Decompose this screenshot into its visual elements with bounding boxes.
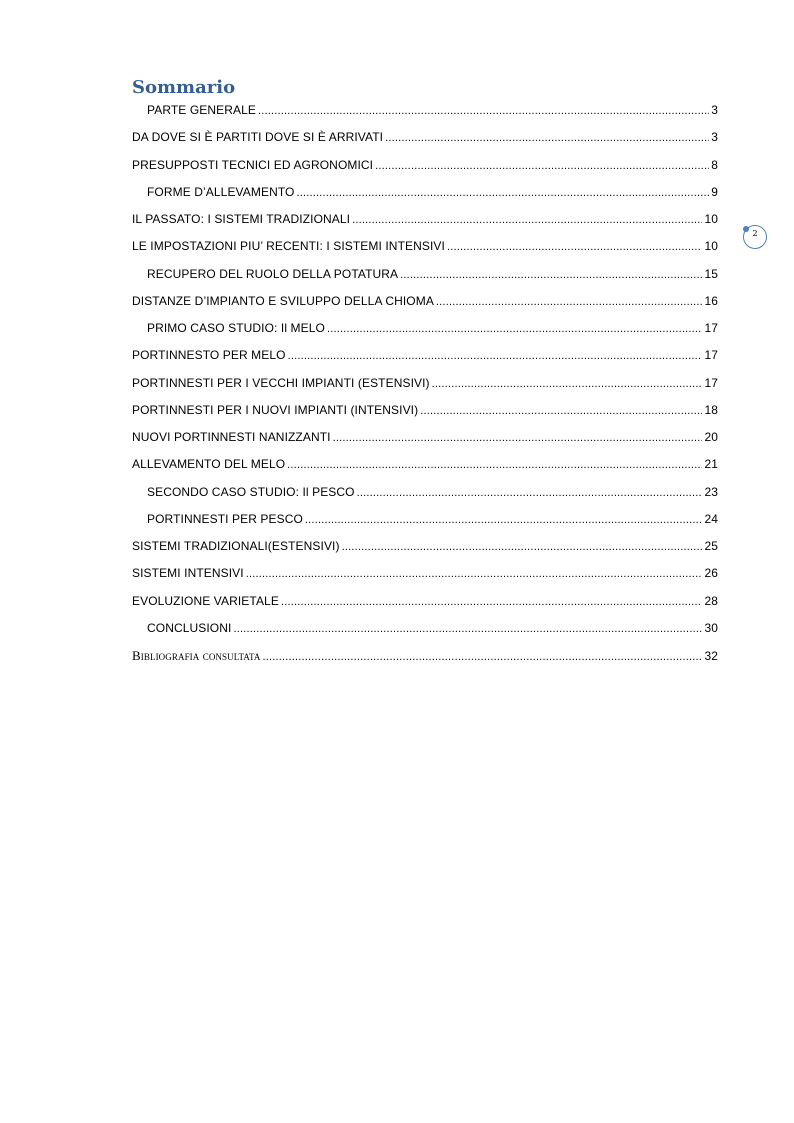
toc-entry-label: PRESUPPOSTI TECNICI ED AGRONOMICI [132,157,374,172]
page-number-badge [743,225,767,249]
toc-entry-page: 24 [704,511,718,526]
toc-entry-label: LE IMPOSTAZIONI PIU’ RECENTI: I SISTEMI INTENSIVI [132,239,445,254]
toc-dot-leader [262,644,702,669]
toc-entry-page: 9 [711,184,718,199]
toc-entry-label: IL PASSATO: I SISTEMI TRADIZIONALI [132,212,351,226]
toc-dot-leader [385,125,709,151]
toc-dot-leader [400,262,702,288]
toc-entry-label: PORTINNESTI PER PESCO [147,511,303,526]
toc-entry-label: EVOLUZIONE VARIETALE [132,593,279,608]
toc-entry-distanze[interactable] [132,288,718,315]
toc-entry-label: CONCLUSIONI [147,620,232,635]
toc-dot-leader [327,316,702,342]
toc-entry-page: 18 [704,402,718,417]
page-number: 2 [752,229,758,238]
toc-title: Sommario [132,77,236,98]
toc-entry-label: DA DOVE SI È PARTITI DOVE SI È ARRIVATI [132,130,384,145]
toc-entry-evoluzione-varietale[interactable] [132,588,718,615]
toc-entry-page: 21 [704,457,718,472]
toc-dot-leader [375,153,709,179]
toc-entry-nuovi-impianti[interactable] [132,397,718,424]
toc-entry-page: 23 [704,484,718,499]
toc-entry-label: PORTINNESTI PER I VECCHI IMPIANTI (ESTENSIVI) [132,375,430,390]
toc-entry-page: 26 [704,566,718,581]
toc-entry-portinnesto-melo[interactable] [132,342,718,369]
toc-entry-sistemi-tradizionali[interactable] [132,533,718,560]
toc-entry-page: 17 [704,375,718,390]
toc-dot-leader [258,98,709,124]
toc-entry-presupposti[interactable] [132,152,718,179]
toc-entry-primo-caso[interactable] [132,315,718,342]
toc-entry-portinnesti-pesco[interactable] [132,506,718,533]
toc-entry-label: RECUPERO DEL RUOLO DELLA POTATURA [147,266,399,281]
toc-dot-leader [281,589,703,615]
toc-entry-da-dove[interactable] [132,124,718,151]
toc-entry-label: PORTINNESTI PER I NUOVI IMPIANTI (INTENSIVI) [132,402,419,417]
toc-dot-leader [342,534,703,560]
toc-entry-label: Bibliografia consultata [132,648,261,663]
toc-entry-label: NUOVI PORTINNESTI NANIZZANTI [132,430,331,444]
toc-dot-leader [447,234,702,260]
toc-entry-page: 15 [704,266,718,281]
toc-dot-leader [288,343,703,369]
toc-entry-label: PORTINNESTO PER MELO [132,348,286,363]
toc-dot-leader [352,207,702,233]
toc-entry-label: SECONDO CASO STUDIO: Il PESCO [147,484,355,499]
toc-dot-leader [357,480,703,506]
toc-entry-label: PRIMO CASO STUDIO: Il MELO [147,321,325,335]
toc-dot-leader [436,289,703,315]
toc-entry-page: 3 [711,103,718,117]
toc-entry-bibliografia[interactable] [132,642,718,669]
toc-entry-label: DISTANZE D’IMPIANTO E SVILUPPO DELLA CHIOMA [132,293,434,308]
toc-entry-allevamento-melo[interactable] [132,451,718,478]
toc-entry-nanizzanti[interactable] [132,424,718,451]
toc-entry-label: PARTE GENERALE [147,103,256,117]
toc-entry-label: ALLEVAMENTO DEL MELO [132,457,286,472]
toc-entry-page: 17 [704,348,718,363]
toc-entry-page: 28 [704,593,718,608]
toc-entry-forme-allevamento[interactable] [132,179,718,206]
toc-dot-leader [233,616,702,642]
toc-entry-label: SISTEMI INTENSIVI [132,566,244,581]
toc-entry-page: 30 [704,620,718,635]
toc-dot-leader [420,398,702,424]
toc-entry-page: 17 [704,321,718,335]
toc-entry-label: FORME D’ALLEVAMENTO [147,184,295,199]
toc-entry-page: 10 [704,239,718,254]
toc-entry-passato[interactable] [132,206,718,233]
toc-entry-page: 8 [711,157,718,172]
toc-list [132,97,718,669]
toc-entry-page: 25 [704,539,718,553]
toc-dot-leader [246,561,703,587]
toc-entry-recupero-potatura[interactable] [132,261,718,288]
toc-dot-leader [305,507,703,533]
toc-entry-parte-generale[interactable] [132,97,718,124]
toc-entry-page: 32 [704,649,718,663]
toc-entry-impostazioni[interactable] [132,233,718,260]
toc-dot-leader [432,371,703,397]
toc-entry-page: 10 [704,212,718,226]
toc-entry-page: 16 [704,293,718,308]
toc-entry-conclusioni[interactable] [132,615,718,642]
toc-entry-page: 20 [704,430,718,444]
toc-dot-leader [287,452,702,478]
toc-entry-label: SISTEMI TRADIZIONALI(ESTENSIVI) [132,539,340,553]
toc-entry-sistemi-intensivi[interactable] [132,560,718,587]
toc-dot-leader [296,180,709,206]
toc-entry-vecchi-impianti[interactable] [132,370,718,397]
toc-entry-page: 3 [711,130,718,145]
toc-entry-secondo-caso[interactable] [132,479,718,506]
toc-dot-leader [333,425,703,451]
